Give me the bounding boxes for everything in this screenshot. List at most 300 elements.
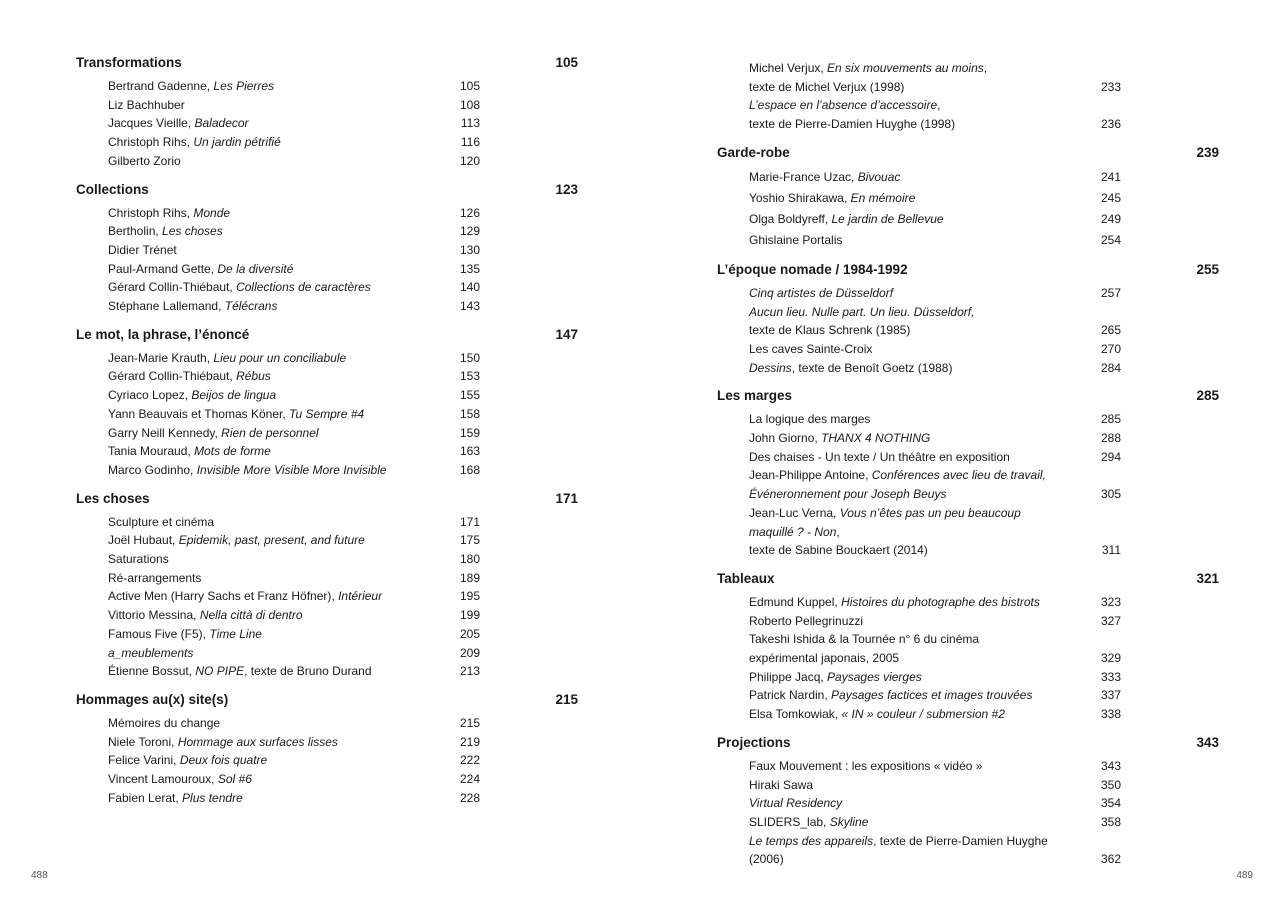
entry-segment: Cyriaco Lopez, — [108, 388, 192, 403]
entry-line — [108, 204, 420, 223]
toc-entry — [749, 813, 1121, 832]
entry-text — [108, 367, 440, 386]
entry-line — [108, 442, 420, 461]
toc-entry — [108, 461, 480, 480]
toc-section — [717, 733, 1219, 869]
entry-segment: texte de Klaus Schrenk (1985) — [749, 323, 911, 338]
entry-line — [749, 78, 1061, 97]
entry-page-number: 108 — [459, 97, 480, 112]
entry-segment: Patrick Nardin, — [749, 688, 832, 703]
section-title: L’époque nomade / 1984-1992 — [717, 261, 908, 277]
entry-segment: Jean-Philippe Antoine, — [749, 468, 872, 483]
entry-text — [108, 770, 440, 789]
entry-text — [749, 630, 1081, 667]
entry-text — [108, 513, 440, 532]
toc-entry — [749, 757, 1121, 776]
toc-entry — [108, 569, 480, 588]
work-title: Les Pierres — [213, 79, 275, 93]
toc-section — [76, 325, 578, 480]
work-title: Mots de forme — [194, 444, 271, 459]
toc-section — [717, 260, 1219, 378]
entry-line — [108, 114, 420, 133]
toc-section — [76, 180, 578, 316]
work-title: Aucun lieu. Nulle part. Un lieu. Düsseldorf, — [749, 304, 975, 319]
entry-segment: Joël Hubaut, — [108, 533, 179, 548]
entry-page-number: 337 — [1100, 688, 1121, 703]
entry-segment: Edmund Kuppel, — [749, 594, 842, 609]
entry-text — [108, 789, 440, 808]
toc-entry — [108, 751, 480, 770]
entry-text — [108, 714, 440, 733]
section-heading — [717, 386, 1219, 406]
entry-line — [108, 222, 420, 241]
entry-line — [749, 167, 1061, 188]
entry-page-number: 105 — [459, 79, 480, 93]
entry-text — [749, 832, 1081, 869]
entry-segment: Vittorio Messina, — [108, 608, 200, 623]
entry-segment: La logique des marges — [749, 412, 871, 427]
entry-text — [108, 461, 440, 480]
entry-page-number: 270 — [1100, 341, 1121, 356]
entry-line — [108, 152, 420, 171]
entry-line — [749, 630, 1061, 649]
entry-segment: Christoph Rihs, — [108, 205, 194, 220]
entry-segment: Saturations — [108, 552, 169, 567]
entry-line — [749, 340, 1061, 359]
entry-line — [749, 59, 1061, 78]
work-title: Bivouac — [857, 169, 901, 184]
entry-line — [749, 96, 1061, 115]
entry-segment: Takeshi Ishida & la Tournée n° 6 du cinéma — [749, 632, 980, 647]
entry-segment: Yann Beauvais et Thomas Köner, — [108, 406, 290, 421]
work-title: Paysages factices et images trouvées — [831, 688, 1033, 703]
toc-entry — [749, 359, 1121, 378]
entry-page-number: 153 — [459, 369, 480, 384]
toc-entry — [749, 188, 1121, 209]
entry-segment: Les caves Sainte-Croix — [749, 341, 873, 356]
entry-segment: Gérard Collin-Thiébaut, — [108, 369, 237, 384]
entry-page-number: 150 — [459, 350, 480, 365]
entry-page-number: 285 — [1100, 412, 1121, 427]
entry-page-number: 155 — [459, 388, 480, 403]
toc-section — [76, 489, 578, 681]
work-title: En mémoire — [850, 190, 916, 205]
entry-text — [749, 59, 1081, 96]
entry-text — [749, 230, 1081, 251]
entry-segment: Sculpture et cinéma — [108, 514, 215, 529]
entry-page-number: 323 — [1100, 594, 1121, 609]
work-title: Lieu pour un conciliabule — [213, 350, 347, 365]
entry-text — [749, 284, 1081, 303]
work-title: Vous n’êtes pas un peu beaucoup maquillé ? - Non — [749, 505, 1021, 539]
section-heading — [717, 569, 1219, 589]
entry-text — [749, 612, 1081, 631]
entry-segment: SLIDERS_lab, — [749, 814, 830, 829]
entry-page-number: 257 — [1100, 285, 1121, 300]
entry-text — [749, 593, 1081, 612]
entry-page-number: 311 — [1101, 543, 1121, 558]
work-title: Nella città di dentro — [199, 608, 303, 623]
entry-line — [108, 424, 420, 443]
work-title: Tu Sempre #4 — [289, 406, 365, 421]
entry-line — [108, 260, 420, 279]
work-title: Dessins — [749, 360, 792, 375]
section-heading — [717, 260, 1219, 280]
entry-page-number: 236 — [1100, 117, 1121, 132]
entry-page-number: 327 — [1100, 613, 1121, 628]
entry-line — [108, 644, 420, 663]
section-title: Les marges — [717, 388, 793, 404]
entry-text — [749, 340, 1081, 359]
toc-entry — [749, 705, 1121, 724]
entry-segment: Paul-Armand Gette, — [108, 261, 218, 276]
entry-text — [749, 794, 1081, 813]
entry-text — [749, 96, 1081, 133]
entry-page-number: 120 — [459, 153, 480, 168]
work-title: Paysages vierges — [827, 669, 922, 684]
section-heading — [76, 180, 578, 200]
entry-page-number: 130 — [459, 242, 480, 257]
section-entries — [108, 204, 480, 316]
entry-page-number: 245 — [1100, 190, 1121, 205]
entry-text — [108, 152, 440, 171]
entry-page-number: 158 — [459, 406, 480, 421]
entry-line — [749, 284, 1061, 303]
entry-line — [749, 794, 1061, 813]
entry-segment: , — [836, 524, 840, 539]
toc-section — [717, 569, 1219, 724]
entry-segment: Ré-arrangements — [108, 570, 202, 585]
toc-entry — [108, 386, 480, 405]
entry-segment: texte de Pierre-Damien Huyghe (1998) — [749, 117, 956, 132]
entry-text — [749, 359, 1081, 378]
toc-entry — [749, 167, 1121, 188]
toc-entry — [108, 405, 480, 424]
entry-text — [749, 448, 1081, 467]
work-title: En six mouvements au moins — [827, 61, 984, 75]
entry-page-number: 189 — [459, 570, 480, 585]
toc-entry — [749, 832, 1121, 869]
page-number-right: 489 — [1236, 870, 1253, 881]
entry-page-number: 209 — [459, 645, 480, 660]
toc-entry — [749, 96, 1121, 133]
toc-section — [717, 386, 1219, 560]
entry-line — [749, 410, 1061, 429]
toc-entry — [749, 794, 1121, 813]
section-heading — [717, 143, 1219, 163]
entry-text — [108, 386, 440, 405]
entry-text — [749, 686, 1081, 705]
entry-segment: Bertholin, — [108, 224, 163, 239]
section-heading — [76, 53, 578, 73]
toc-entry — [108, 367, 480, 386]
section-title: Hommages au(x) site(s) — [76, 691, 229, 707]
section-page-number: 105 — [555, 55, 578, 70]
entry-text — [108, 222, 440, 241]
entry-page-number: 288 — [1100, 431, 1121, 446]
entry-line — [108, 278, 420, 297]
entry-page-number: 249 — [1100, 211, 1121, 226]
entry-segment: Étienne Bossut, — [108, 664, 196, 679]
entry-text — [749, 757, 1081, 776]
entry-page-number: 228 — [459, 790, 480, 805]
entry-page-number: 195 — [459, 589, 480, 604]
work-title: Intérieur — [338, 589, 383, 604]
entry-page-number: 126 — [459, 205, 480, 220]
section-title: Collections — [76, 181, 149, 197]
entry-line — [108, 587, 420, 606]
entry-text — [108, 114, 440, 133]
entry-text — [749, 410, 1081, 429]
entry-line — [749, 115, 1061, 134]
entry-text — [108, 531, 440, 550]
entry-page-number: 362 — [1100, 852, 1121, 867]
section-entries — [108, 349, 480, 480]
entry-text — [108, 241, 440, 260]
entry-page-number: 294 — [1100, 449, 1121, 464]
entry-page-number: 350 — [1100, 777, 1121, 792]
entry-text — [749, 668, 1081, 687]
toc-entry — [108, 531, 480, 550]
entry-line — [749, 541, 1061, 560]
toc-entry — [108, 241, 480, 260]
toc-entry — [108, 662, 480, 681]
entry-line — [749, 321, 1061, 340]
work-title: « IN » couleur / submersion #2 — [841, 707, 1005, 722]
entry-line — [108, 405, 420, 424]
entry-text — [108, 587, 440, 606]
entry-segment: Stéphane Lallemand, — [108, 299, 225, 314]
entry-text — [108, 442, 440, 461]
entry-line — [749, 612, 1061, 631]
entry-text — [749, 167, 1081, 188]
section-title: Garde-robe — [717, 144, 790, 160]
entry-segment: Mémoires du change — [108, 715, 221, 730]
toc-entry — [749, 209, 1121, 230]
entry-page-number: 163 — [459, 444, 480, 459]
entry-line — [108, 606, 420, 625]
entry-page-number: 159 — [459, 425, 480, 440]
section-page-number: 147 — [555, 326, 578, 342]
entry-segment: Michel Verjux, — [749, 61, 828, 75]
entry-text — [108, 349, 440, 368]
work-title: Rien de personnel — [221, 425, 319, 440]
entry-segment: Roberto Pellegrinuzzi — [749, 613, 864, 628]
section-page-number: 321 — [1196, 570, 1219, 586]
entry-page-number: 175 — [459, 533, 480, 548]
section-title: Tableaux — [717, 570, 775, 586]
toc-entry — [749, 630, 1121, 667]
entry-text — [108, 606, 440, 625]
entry-text — [108, 96, 440, 115]
entry-page-number: 233 — [1100, 79, 1121, 94]
entry-line — [749, 466, 1061, 485]
work-title: Monde — [193, 205, 231, 220]
work-title: Hommage aux surfaces lisses — [177, 734, 338, 749]
section-entries — [749, 593, 1121, 724]
work-title: Les choses — [162, 224, 223, 239]
entry-text — [108, 405, 440, 424]
entry-line — [749, 593, 1061, 612]
toc-entry — [108, 625, 480, 644]
entry-page-number: 224 — [459, 772, 480, 787]
entry-line — [108, 770, 420, 789]
entry-line — [108, 751, 420, 770]
toc-entry — [749, 686, 1121, 705]
toc-entry — [108, 644, 480, 663]
work-title: Télécrans — [224, 299, 278, 314]
entry-page-number: 241 — [1100, 169, 1121, 184]
entry-segment: Faux Mouvement : les expositions « vidéo » — [749, 758, 983, 773]
entry-segment: Didier Trénet — [108, 242, 177, 257]
section-entries — [108, 714, 480, 808]
entry-line — [108, 662, 420, 681]
work-title: Plus tendre — [182, 790, 243, 805]
entry-text — [749, 466, 1081, 503]
entry-text — [108, 77, 440, 96]
entry-segment: expérimental japonais, 2005 — [749, 651, 900, 666]
toc-entry — [108, 133, 480, 152]
toc-entry — [108, 114, 480, 133]
entry-text — [108, 751, 440, 770]
section-entries — [108, 513, 480, 681]
entry-text — [108, 204, 440, 223]
toc-entry — [108, 96, 480, 115]
entry-segment: Des chaises - Un texte / Un théâtre en exposition — [749, 449, 1010, 464]
toc-entry — [749, 303, 1121, 340]
entry-segment: Vincent Lamouroux, — [108, 772, 218, 787]
section-page-number: 285 — [1196, 388, 1219, 404]
toc-entry — [108, 77, 480, 96]
entry-segment: Yoshio Shirakawa, — [749, 190, 851, 205]
entry-line — [749, 813, 1061, 832]
entry-page-number: 358 — [1100, 814, 1121, 829]
entry-page-number: 180 — [459, 552, 480, 567]
work-title: Rébus — [236, 369, 271, 384]
entry-segment: Gérard Collin-Thiébaut, — [108, 280, 237, 295]
entry-line — [749, 230, 1061, 251]
entry-line — [108, 714, 420, 733]
work-title: THANX 4 NOTHING — [821, 431, 931, 446]
section-entries — [749, 284, 1121, 378]
toc-entry — [108, 587, 480, 606]
toc-entry — [108, 714, 480, 733]
entry-segment: Niele Toroni, — [108, 734, 178, 749]
entry-line — [108, 733, 420, 752]
entry-page-number: 199 — [459, 608, 480, 623]
section-entries — [749, 757, 1121, 869]
entry-page-number: 113 — [460, 116, 480, 131]
entry-text — [108, 278, 440, 297]
entry-page-number: 171 — [459, 514, 480, 529]
toc-entry — [749, 612, 1121, 631]
entry-text — [749, 776, 1081, 795]
entry-page-number: 329 — [1100, 651, 1121, 666]
entry-segment: Marco Godinho, — [108, 462, 197, 477]
toc-entry — [749, 340, 1121, 359]
work-title: Skyline — [829, 814, 869, 829]
entry-line — [108, 367, 420, 386]
work-title: Invisible More Visible More Invisible — [196, 462, 387, 477]
toc-entry — [108, 550, 480, 569]
entry-segment: , — [937, 98, 941, 113]
entry-segment: Christoph Rihs, — [108, 135, 194, 150]
toc-entry — [108, 278, 480, 297]
toc-entry — [749, 593, 1121, 612]
work-title: Time Line — [209, 626, 262, 641]
work-title: L’espace en l’absence d’accessoire — [749, 98, 938, 113]
entry-text — [749, 303, 1081, 340]
entry-segment: Active Men (Harry Sachs et Franz Höfner), — [108, 589, 339, 604]
toc-entry — [749, 284, 1121, 303]
entry-page-number: 215 — [459, 715, 480, 730]
entry-line — [749, 832, 1061, 869]
section-heading — [76, 489, 578, 509]
entry-page-number: 116 — [460, 135, 480, 150]
entry-line — [108, 625, 420, 644]
entry-page-number: 338 — [1100, 707, 1121, 722]
entry-segment: Bertrand Gadenne, — [108, 79, 214, 93]
entry-line — [749, 485, 1061, 504]
work-title: Événeronnement pour Joseph Beuys — [749, 487, 947, 502]
work-title: Un jardin pétrifié — [193, 135, 281, 150]
entry-segment: Famous Five (F5), — [108, 626, 210, 641]
continued-entries — [749, 59, 1121, 134]
entry-text — [108, 550, 440, 569]
toc-entry — [108, 606, 480, 625]
section-page-number: 343 — [1196, 734, 1219, 750]
toc-entry — [108, 733, 480, 752]
section-heading — [76, 690, 578, 710]
entry-line — [749, 686, 1061, 705]
entry-segment: Jean-Marie Krauth, — [108, 350, 214, 365]
entry-line — [749, 504, 1061, 541]
entry-page-number: 305 — [1100, 487, 1121, 502]
entry-segment: John Giorno, — [749, 431, 822, 446]
toc-entry — [749, 59, 1121, 96]
toc-entry — [749, 504, 1121, 560]
entry-page-number: 254 — [1100, 232, 1121, 247]
entry-text — [749, 209, 1081, 230]
entry-text — [108, 569, 440, 588]
entry-text — [749, 429, 1081, 448]
work-title: Cinq artistes de Düsseldorf — [749, 285, 894, 300]
toc-section — [717, 143, 1219, 251]
work-title: Virtual Residency — [749, 796, 843, 811]
entry-line — [108, 96, 420, 115]
entry-line — [749, 303, 1061, 322]
toc-section — [76, 690, 578, 808]
entry-page-number: 265 — [1100, 323, 1121, 338]
toc-entry — [749, 466, 1121, 503]
toc-entry — [108, 204, 480, 223]
entry-segment: Olga Boldyreff, — [749, 211, 832, 226]
page-number-left: 488 — [31, 870, 48, 881]
entry-line — [108, 77, 420, 96]
entry-segment: Hiraki Sawa — [749, 777, 814, 792]
toc-entry — [108, 770, 480, 789]
section-entries — [749, 410, 1121, 560]
entry-page-number: 333 — [1100, 669, 1121, 684]
entry-line — [108, 531, 420, 550]
work-title: Histoires du photographe des bistrots — [841, 594, 1040, 609]
entry-segment: Garry Neill Kennedy, — [108, 425, 222, 440]
toc-entry — [749, 230, 1121, 251]
entry-text — [749, 188, 1081, 209]
section-entries — [749, 167, 1121, 251]
entry-line — [749, 705, 1061, 724]
entry-text — [108, 260, 440, 279]
